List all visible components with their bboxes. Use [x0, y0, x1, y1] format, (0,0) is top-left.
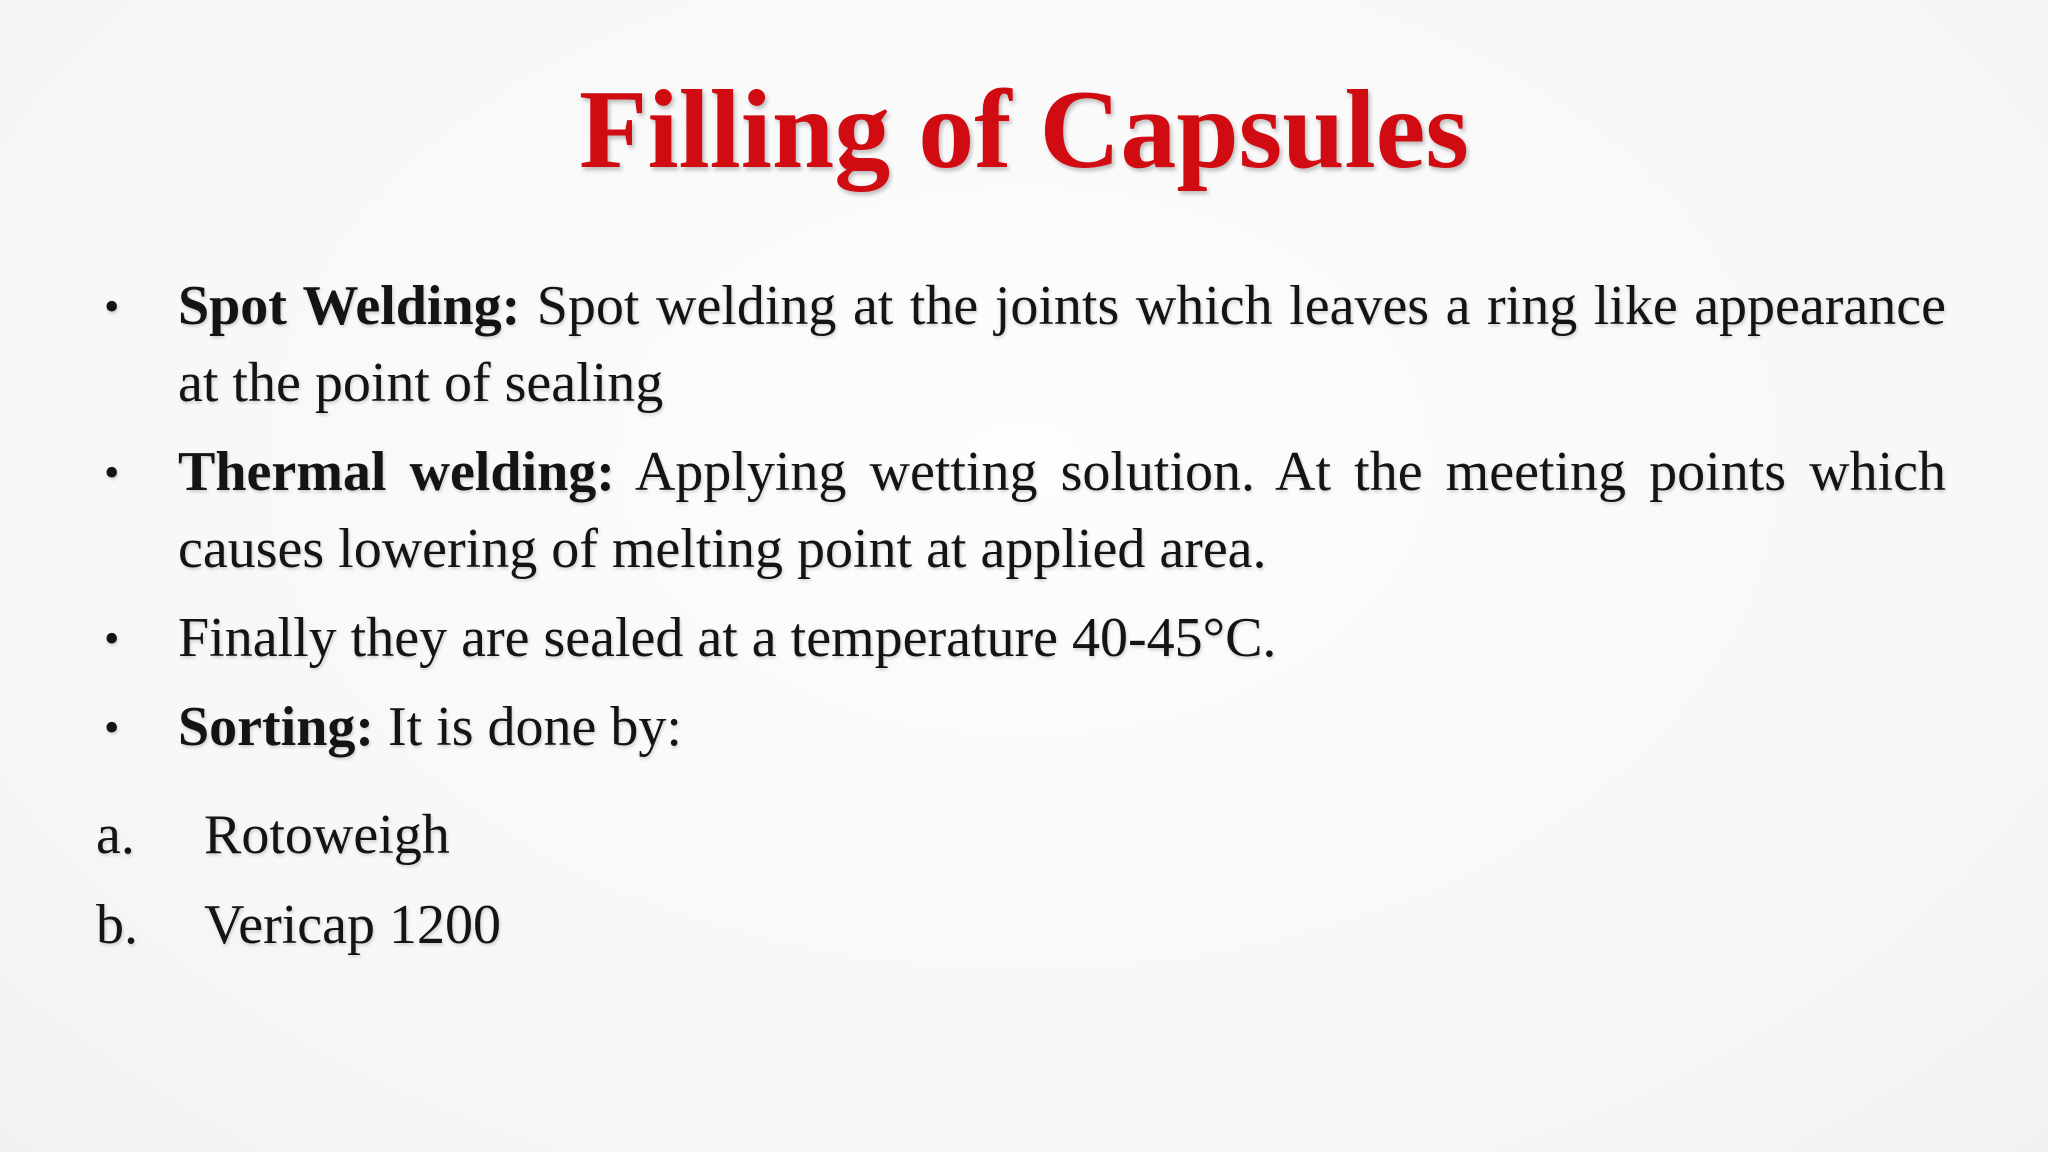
list-marker: b.	[96, 894, 138, 956]
bullet-list	[96, 268, 1946, 778]
list-marker: a.	[96, 804, 135, 866]
bullet-item-spot-welding	[96, 268, 1946, 422]
bullet-item-sealing-temperature	[96, 600, 1946, 677]
list-item-vericap	[96, 880, 501, 970]
bullet-term: Thermal welding:	[178, 441, 615, 503]
bullet-text: Applying wetting solution. At the meeting points which causes lowering of melting point at applied area.	[178, 441, 1946, 580]
slide-title: Filling of Capsules	[579, 68, 1469, 192]
bullet-term: Sorting:	[178, 696, 374, 758]
bullet-item-thermal-welding	[96, 434, 1946, 588]
bullet-icon: •	[104, 703, 120, 752]
bullet-icon: •	[104, 282, 120, 331]
list-item-rotoweigh	[96, 790, 501, 880]
list-item-text: Vericap 1200	[204, 894, 502, 956]
bullet-icon: •	[104, 614, 120, 663]
bullet-item-sorting	[96, 689, 1946, 766]
bullet-text: It is done by:	[374, 696, 682, 758]
bullet-text: Spot welding at the joints which leaves a ring like appearance at the point of sealing	[178, 275, 1946, 414]
bullet-text: Finally they are sealed at a temperature 40-45°C.	[178, 607, 1277, 669]
bullet-icon: •	[104, 448, 120, 497]
sorting-methods-list	[96, 790, 501, 970]
list-item-text: Rotoweigh	[204, 804, 450, 866]
bullet-term: Spot Welding:	[178, 275, 521, 337]
